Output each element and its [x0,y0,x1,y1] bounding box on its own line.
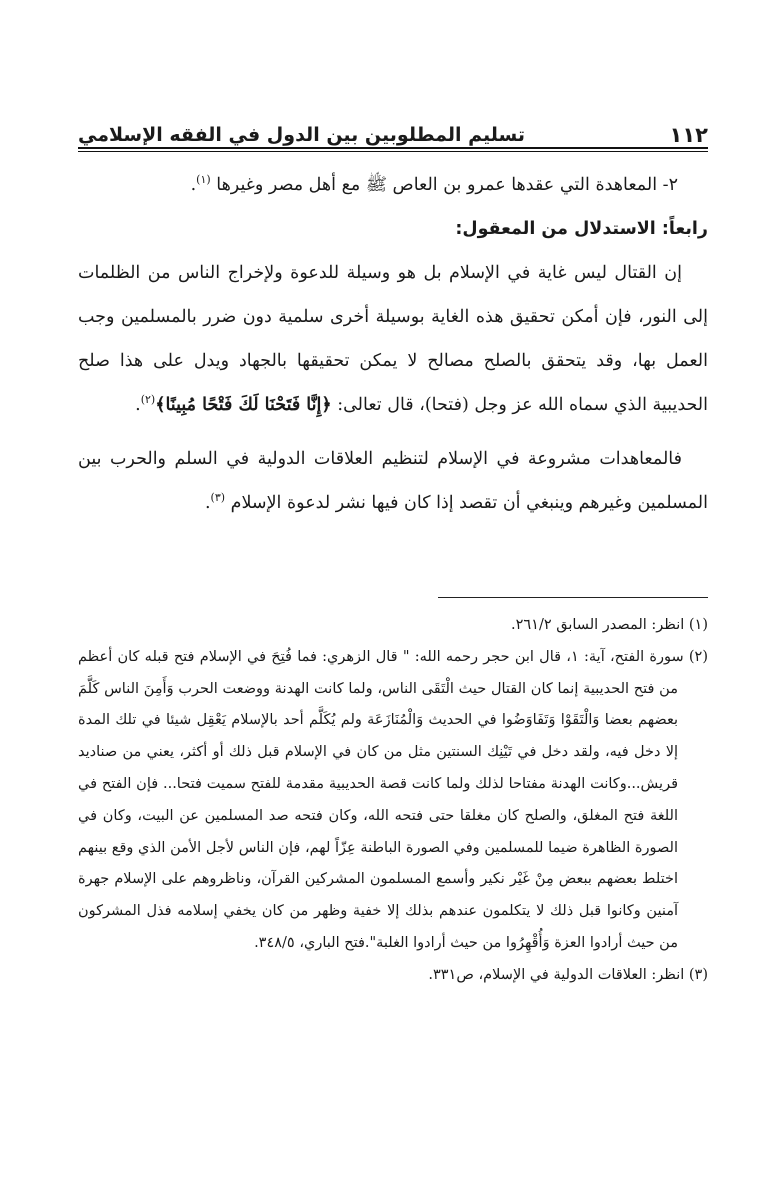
header-rule-thin [78,151,708,152]
paragraph-2 [78,437,708,525]
paragraph-2-text: فالمعاهدات مشروعة في الإسلام لتنظيم العلاقات الدولية في السلم والحرب بين المسلمين وغيرهم وينبغي أن تقصد إذا كان فيها نشر لدعوة الإسلام [78,449,708,513]
header-rule-thick [78,147,708,149]
section-heading: رابعاً: الاستدلال من المعقول: [455,219,708,239]
item-2-text: ٢- المعاهدة التي عقدها عمرو بن العاص ﷺ مع أهل مصر وغيرها [216,175,678,195]
footnote-2 [78,642,708,960]
footnote-separator [438,597,708,598]
footnote-3: (٣) انظر: العلاقات الدولية في الإسلام، ص٣٣١. [428,966,708,983]
paragraph-1 [78,251,708,427]
footnote-ref-1: (١) [196,173,211,187]
quran-verse: ﴿إِنَّا فَتَحْنَا لَكَ فَتْحًا مُبِينًا﴾ [155,395,332,415]
page-header [78,112,708,148]
footnote-2-first: (٢) سورة الفتح، آية: ١، قال ابن حجر رحمه الله: " قال الزهري: فما فُتِحَ في الإسلام فتح [173,648,709,665]
main-text [78,163,708,525]
numbered-item-2 [78,163,708,207]
footnote-2-rest: قبله كان أعظم من فتح الحديبية إنما كان القتال حيث الْتَقَى الناس، ولما كانت الهدنة ووضعت الحرب وَأَمِنَ الناس كَلَّمَ بعضهم بعضا وَالْتَقَوْا وَتَفَاوَضُوا في الحديث وَالْمُنَازَعَة ولم يُكَلَّم أحد بالإسلام يَعْقِل شيئا في تلك المدة إلا دخل فيه، ولقد دخل في تَيْنِك السنتين مثل من كان في الإسلام قبل ذلك أو أكثر، يعني من صناديد قريش...وكانت الهدنة مفتاحا لذلك ولما كانت قصة الحديبية مقدمة للفتح سميت فتحا... فإن الفتح في اللغة فتح المغلق، والصلح كان مغلقا حتى فتحه الله، وكان فتحه صد المسلمين عن البيت، وكان في الصورة الظاهرة ضيما للمسلمين وفي الصورة الباطنة عِزّاً لهم، فإن الناس لأجل الأمن الذي وقع بينهم اختلط بعضهم ببعض مِنْ غَيْر نكير وأسمع المسلمون المشركين القرآن، وناظروهم على الإسلام جهرة آمنين وكانوا قبل ذلك لا يتكلمون عندهم بذلك إلا خفية وظهر من كان يخفي إسلامه فذل المشركون من حيث أرادوا العزة وَأُقْهِرُوا من حيث أرادوا الغلبة".فتح الباري، ٣٤٨/٥. [78,648,678,951]
page-number: ١١٢ [669,123,708,147]
paragraph-1-text: إن القتال ليس غاية في الإسلام بل هو وسيلة للدعوة ولإخراج الناس من الظلمات إلى النور، فإن أمكن تحقيق هذه الغاية بوسيلة أخرى سلمية دون ضرر بالمسلمين وجب العمل بها، وقد يتحقق بالصلح مصالح لا يمكن تحقيقها بالجهاد ويدل على هذا صلح الحديبية الذي سماه الله عز وجل (فتحا)، قال تعالى: [78,263,708,415]
paragraph-2-end: . [204,493,211,513]
running-title: تسليم المطلوبين بين الدول في الفقه الإسلامي [78,124,525,146]
footnotes [78,610,708,992]
paragraph-1-end: . [135,395,141,415]
item-2-end: . [190,175,197,195]
footnote-1: (١) انظر: المصدر السابق ٢٦١/٢. [510,617,708,633]
footnote-ref-3: (٣) [210,491,226,505]
footnote-ref-2: (٢) [140,393,156,407]
